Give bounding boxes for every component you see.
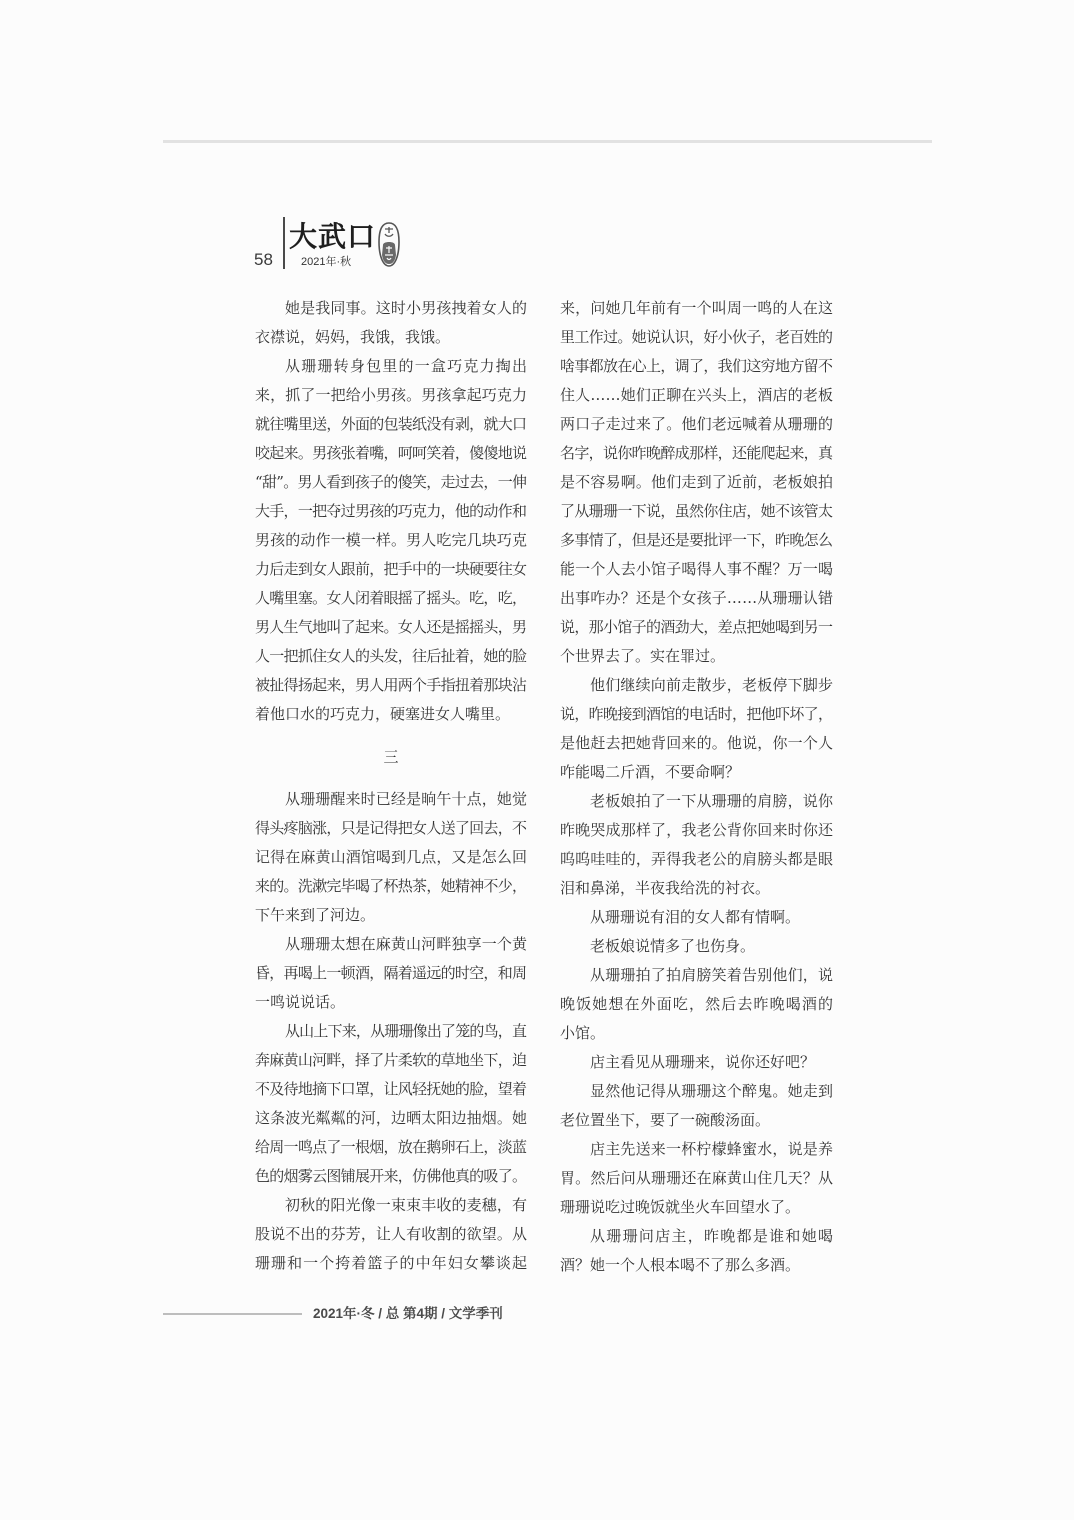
text-line: 说，那小馆子的酒劲大，差点把她喝到另一 — [560, 618, 833, 636]
text-line: 咬起来。男孩张着嘴，呵呵笑着，傻傻地说 — [255, 444, 527, 462]
text-line: 了从珊珊一下说，虽然你住店，她不该管太 — [560, 502, 833, 520]
text-line: 能一个人去小馆子喝得人事不醒？万一喝 — [560, 560, 834, 578]
right-column — [560, 294, 833, 1280]
paragraph — [255, 294, 527, 352]
text-line: 里工作过。她说认识，好小伙子，老百姓的 — [560, 328, 833, 346]
text-line: 呜呜哇哇的，弄得我老公的肩膀头都是眼 — [560, 850, 834, 868]
paragraph — [560, 671, 833, 787]
text-line: 名字，说你昨晚醉成那样，还能爬起来，真 — [560, 444, 833, 462]
text-line: 出事咋办？还是个女孩子……从珊珊认错 — [560, 589, 834, 607]
text-line: 来的。洗漱完毕喝了杯热茶，她精神不少， — [255, 877, 527, 895]
text-line: 力后走到女人跟前，把手中的一块硬要往女 — [255, 560, 527, 578]
text-line: 说，昨晚接到酒馆的电话时，把他吓坏了， — [560, 705, 833, 723]
text-line: 昨晚哭成那样了，我老公背你回来时你还 — [560, 821, 834, 839]
text-line: 这条波光粼粼的河，边晒太阳边抽烟。她 — [255, 1109, 528, 1127]
text-line: 奔麻黄山河畔，择了片柔软的草地坐下，迫 — [255, 1051, 527, 1069]
page-number: 58 — [254, 250, 273, 269]
text-line: 人嘴里塞。女人闭着眼摇了摇头。吃，吃， — [255, 589, 527, 607]
text-line: 老位置坐下，要了一碗酸汤面。 — [560, 1111, 771, 1129]
text-line: 男孩的动作一模一样。男人吃完几块巧克 — [255, 531, 528, 549]
paragraph — [560, 787, 833, 903]
masthead-title: 大武口 — [289, 220, 377, 253]
text-line: 咋能喝二斤酒，不要命啊？ — [560, 763, 741, 781]
text-line: 给周一鸣点了一根烟，放在鹅卵石上，淡蓝 — [255, 1138, 527, 1156]
section-heading: 三 — [383, 748, 399, 766]
text-line: 男人生气地叫了起来。女人还是摇摇头，男 — [255, 618, 527, 636]
text-line: 是不容易啊。他们走到了近前，老板娘拍 — [560, 473, 834, 491]
text-line: 酒？她一个人根本喝不了那么多酒。 — [560, 1256, 801, 1274]
paragraph — [560, 932, 833, 961]
text-line: 从珊珊拍了拍肩膀笑着告别他们，说 — [590, 966, 834, 984]
text-line: 小馆。 — [560, 1024, 606, 1042]
text-line: 色的烟雾云图铺展开来，仿佛他真的吸了。 — [255, 1167, 527, 1185]
text-line: 着他口水的巧克力，硬塞进女人嘴里。 — [255, 705, 511, 723]
paragraph — [560, 1135, 833, 1222]
text-line: 个世界去了。实在罪过。 — [560, 647, 726, 665]
paragraph — [255, 1017, 527, 1191]
text-line: 住人……她们正聊在兴头上，酒店的老板 — [560, 386, 834, 404]
text-line: 店主看见从珊珊来，说你还好吧？ — [590, 1053, 816, 1071]
text-line: 来，抓了一把给小男孩。男孩拿起巧克力 — [255, 386, 528, 404]
seal-icon — [377, 221, 401, 268]
text-line: 啥事都放在心上，调了，我们这穷地方留不 — [560, 357, 833, 375]
text-line: 不及待地摘下口罩，让风轻抚她的脸，望着 — [255, 1080, 527, 1098]
text-line: 衣襟说，妈妈，我饿，我饿。 — [255, 328, 451, 346]
paragraph — [560, 1077, 833, 1135]
text-line: 老板娘拍了一下从珊珊的肩膀，说你 — [590, 792, 834, 810]
masthead-season: 2021年·秋 — [301, 256, 352, 268]
text-line: 一鸣说说话。 — [255, 993, 346, 1011]
left-column — [255, 294, 527, 1278]
footer-issue-info: 2021年·冬 / 总 第4期 / 文学季刊 — [313, 1306, 503, 1321]
paragraph — [255, 1191, 527, 1278]
text-line: 他们继续向前走散步，老板停下脚步 — [590, 676, 834, 694]
text-line: 从珊珊醒来时已经是晌午十点，她觉 — [285, 790, 528, 808]
text-line: 老板娘说情多了也伤身。 — [590, 937, 756, 955]
text-line: 昏，再喝上一顿酒，隔着遥远的时空，和周 — [255, 964, 527, 982]
text-line: 股说不出的芬芳，让人有收割的欲望。从 — [255, 1225, 528, 1243]
text-line: 是他赶去把她背回来的。他说，你一个人 — [560, 734, 834, 752]
text-line: 得头疼脑涨，只是记得把女人送了回去，不 — [255, 819, 527, 837]
text-line: 珊珊说吃过晚饭就坐火车回望水了。 — [560, 1198, 801, 1216]
text-line: 人一把抓住女人的头发，往后扯着，她的脸 — [255, 647, 527, 665]
text-line: 从珊珊问店主，昨晚都是谁和她喝 — [590, 1227, 835, 1245]
text-line: 从山上下来，从珊珊像出了笼的鸟，直 — [285, 1022, 527, 1040]
text-line: 显然他记得从珊珊这个醉鬼。她走到 — [590, 1082, 834, 1100]
paragraph — [560, 1048, 833, 1077]
text-line: 初秋的阳光像一束束丰收的麦穗，有 — [285, 1196, 528, 1214]
text-line: 从珊珊转身包里的一盒巧克力掏出 — [285, 357, 529, 375]
text-line: “甜”。男人看到孩子的傻笑，走过去，一伸 — [255, 473, 527, 491]
text-line: 记得在麻黄山酒馆喝到几点，又是怎么回 — [255, 848, 528, 866]
text-line: 被扯得扬起来，男人用两个手指扭着那块沾 — [255, 676, 527, 694]
paragraph — [560, 1222, 833, 1280]
text-line: 泪和鼻涕，半夜我给洗的衬衣。 — [560, 879, 771, 897]
text-line: 店主先送来一杯柠檬蜂蜜水，说是养 — [590, 1140, 834, 1158]
paragraph — [560, 903, 833, 932]
footer-rule — [163, 1313, 302, 1315]
text-line: 她是我同事。这时小男孩拽着女人的 — [285, 299, 528, 317]
paragraph — [255, 352, 527, 729]
text-line: 就往嘴里送，外面的包装纸没有剥，就大口 — [255, 415, 527, 433]
text-line: 珊珊和一个挎着篮子的中年妇女攀谈起 — [255, 1254, 529, 1272]
paragraph — [560, 294, 833, 671]
text-line: 下午来到了河边。 — [255, 906, 376, 924]
masthead-divider — [283, 217, 285, 269]
text-line: 晚饭她想在外面吃，然后去昨晚喝酒的 — [560, 995, 835, 1013]
paragraph — [560, 961, 833, 1048]
text-line: 两口子走过来了。他们老远喊着从珊珊的 — [560, 415, 834, 433]
text-line: 从珊珊说有泪的女人都有情啊。 — [590, 908, 801, 926]
paragraph — [255, 785, 527, 930]
paragraph — [255, 930, 527, 1017]
text-line: 从珊珊太想在麻黄山河畔独享一个黄 — [285, 935, 528, 953]
header-rule — [163, 140, 932, 143]
text-line: 多事情了，但是还是要批评一下，昨晚怎么 — [560, 531, 833, 549]
text-line: 大手，一把夺过男孩的巧克力，他的动作和 — [255, 502, 527, 520]
text-line: 来，问她几年前有一个叫周一鸣的人在这 — [560, 299, 834, 317]
text-line: 胃。然后问从珊珊还在麻黄山住几天？从 — [560, 1169, 834, 1187]
